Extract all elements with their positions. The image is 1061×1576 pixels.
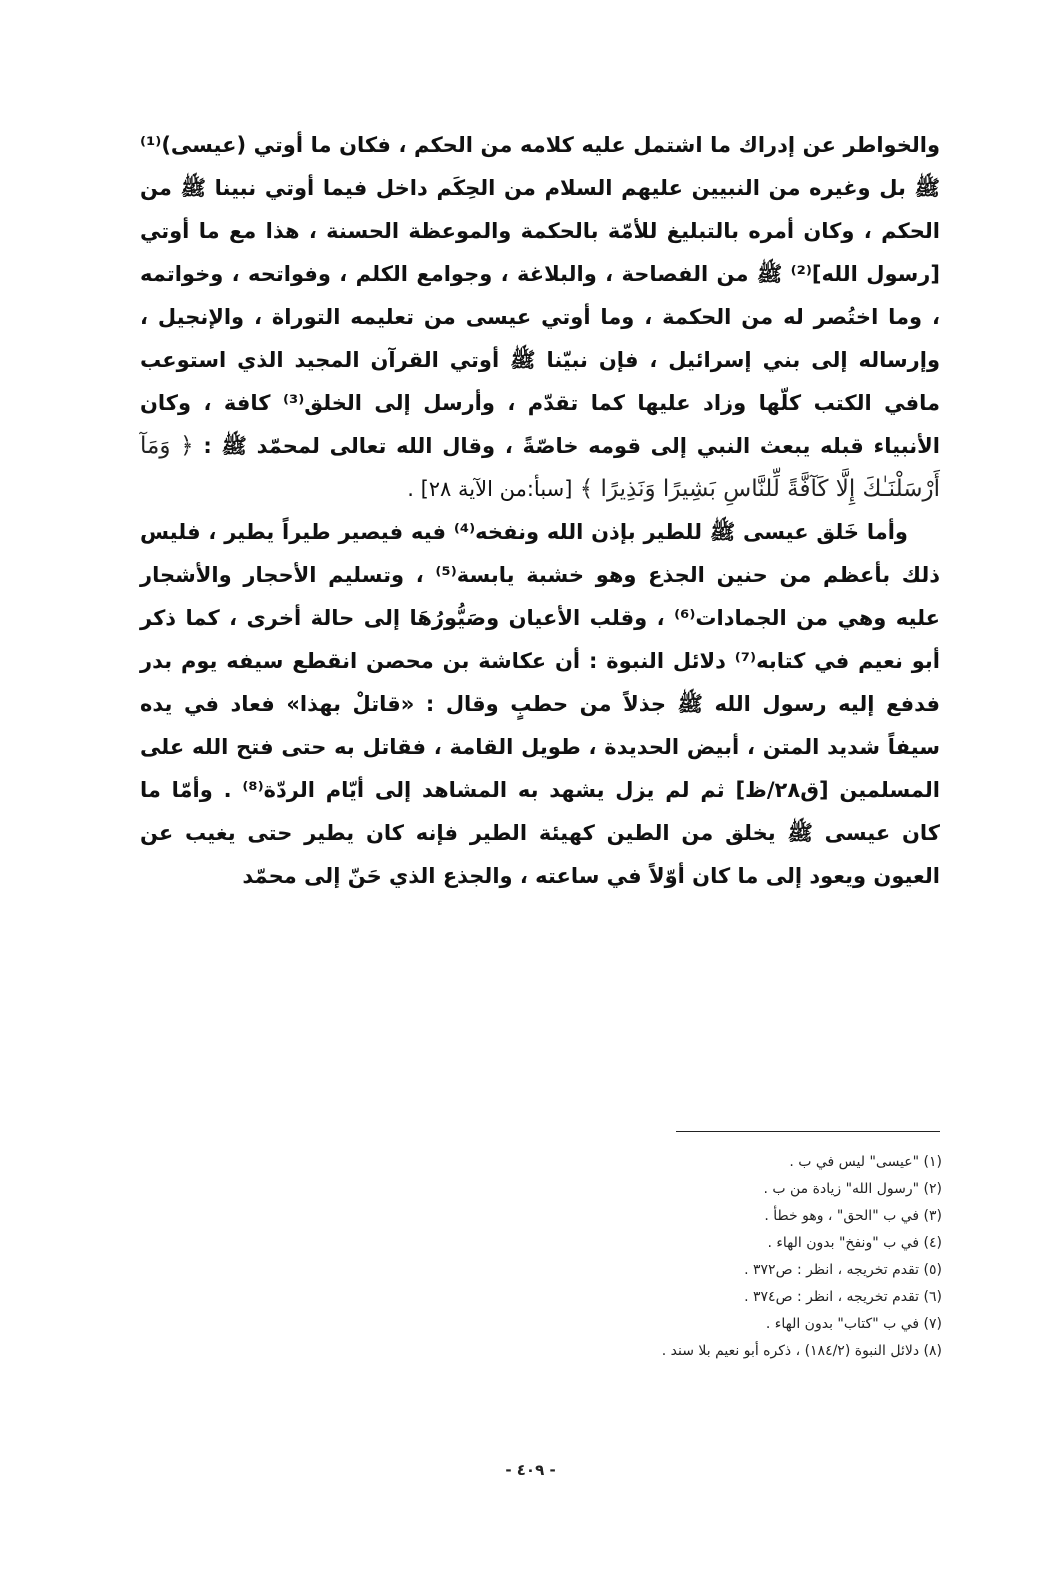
quran-reference: [سبأ:من الآية ٢٨] . — [407, 477, 573, 501]
footnote-item: (٤) في ب "ونفخ" بدون الهاء . — [767, 1235, 942, 1251]
footnote-item: (٣) في ب "الحق" ، وهو خطأ . — [764, 1208, 942, 1224]
paragraph-1 — [140, 124, 940, 511]
footnote-item: (٥) تقدم تخريجه ، انظر : ص٣٧٢ . — [744, 1262, 942, 1278]
footnote-divider — [676, 1131, 940, 1132]
footnote-item: (٢) "رسول الله" زيادة من ب . — [763, 1181, 942, 1197]
paragraph-1-text: والخواطر عن إدراك ما اشتمل عليه كلامه من الحكم ، فكان ما أوتي (عيسى)⁽¹⁾ ﷺ بل وغيره من النبيين عليهم السلام من الحِكَم داخل فيما أوتي نبينا ﷺ من الحكم ، وكان أمره بالتبليغ للأمّة بالحكمة والموعظة الحسنة ، هذا مع ما أوتي [رسول الله]⁽²⁾ ﷺ من الفصاحة ، والبلاغة ، وجوامع الكلم ، وفواتحه ، وخواتمه ، وما اختُصر له من الحكمة ، وما أوتي عيسى من تعليمه التوراة ، والإنجيل ، وإرساله إلى بني إسرائيل ، فإن نبيّنا ﷺ أوتي القرآن المجيد الذي استوعب مافي الكتب كلّها وزاد عليها كما تقدّم ، وأرسل إلى الخلق⁽³⁾ كافة ، وكان الأنبياء قبله يبعث النبي إلى قومه خاصّةً ، وقال الله تعالى لمحمّد ﷺ : — [140, 133, 940, 458]
page-number: - ٤٠٩ - — [505, 1461, 556, 1479]
footnote-item: (٨) دلائل النبوة (١٨٤/٢) ، ذكره أبو نعيم بلا سند . — [661, 1343, 942, 1359]
main-text — [140, 124, 940, 898]
quran-verse: ﴿ وَمَآ أَرْسَلْنَـٰكَ إِلَّا كَآفَّةً لِّلنَّاسِ بَشِيرًا وَنَذِيرًا ﴾ — [140, 433, 940, 502]
paragraph-2-text: وأما خَلق عيسى ﷺ للطير بإذن الله ونفخه⁽⁴⁾ فيه فيصير طيراً يطير ، فليس ذلك بأعظم من حنين الجذع وهو خشبة يابسة⁽⁵⁾ ، وتسليم الأحجار والأشجار عليه وهي من الجمادات⁽⁶⁾ ، وقلب الأعيان وصَيُّورُهَا إلى حالة أخرى ، كما ذكر أبو نعيم في كتابه⁽⁷⁾ دلائل النبوة : أن عكاشة بن محصن انقطع سيفه يوم بدر فدفع إليه رسول الله ﷺ جذلاً من حطبٍ وقال : «قاتلْ بهذا» فعاد في يده سيفاً شديد المتن ، أبيض الحديدة ، طويل القامة ، فقاتل به حتى فتح الله على المسلمين [ق٢٨/ظ] ثم لم يزل يشهد به المشاهد إلى أيّام الردّة⁽⁸⁾ . وأمّا ما كان عيسى ﷺ يخلق من الطين كهيئة الطير فإنه كان يطير حتى يغيب عن العيون ويعود إلى ما كان أوّلاً في ساعته ، والجذع الذي حَنّ إلى محمّد — [140, 520, 941, 888]
footnote-item: (٧) في ب "كتاب" بدون الهاء . — [765, 1316, 942, 1332]
paragraph-2 — [140, 511, 940, 898]
footnotes-list — [480, 1149, 942, 1365]
footnote-item: (١) "عيسى" ليس في ب . — [789, 1154, 942, 1170]
footnote-item: (٦) تقدم تخريجه ، انظر : ص٣٧٤ . — [744, 1289, 942, 1305]
